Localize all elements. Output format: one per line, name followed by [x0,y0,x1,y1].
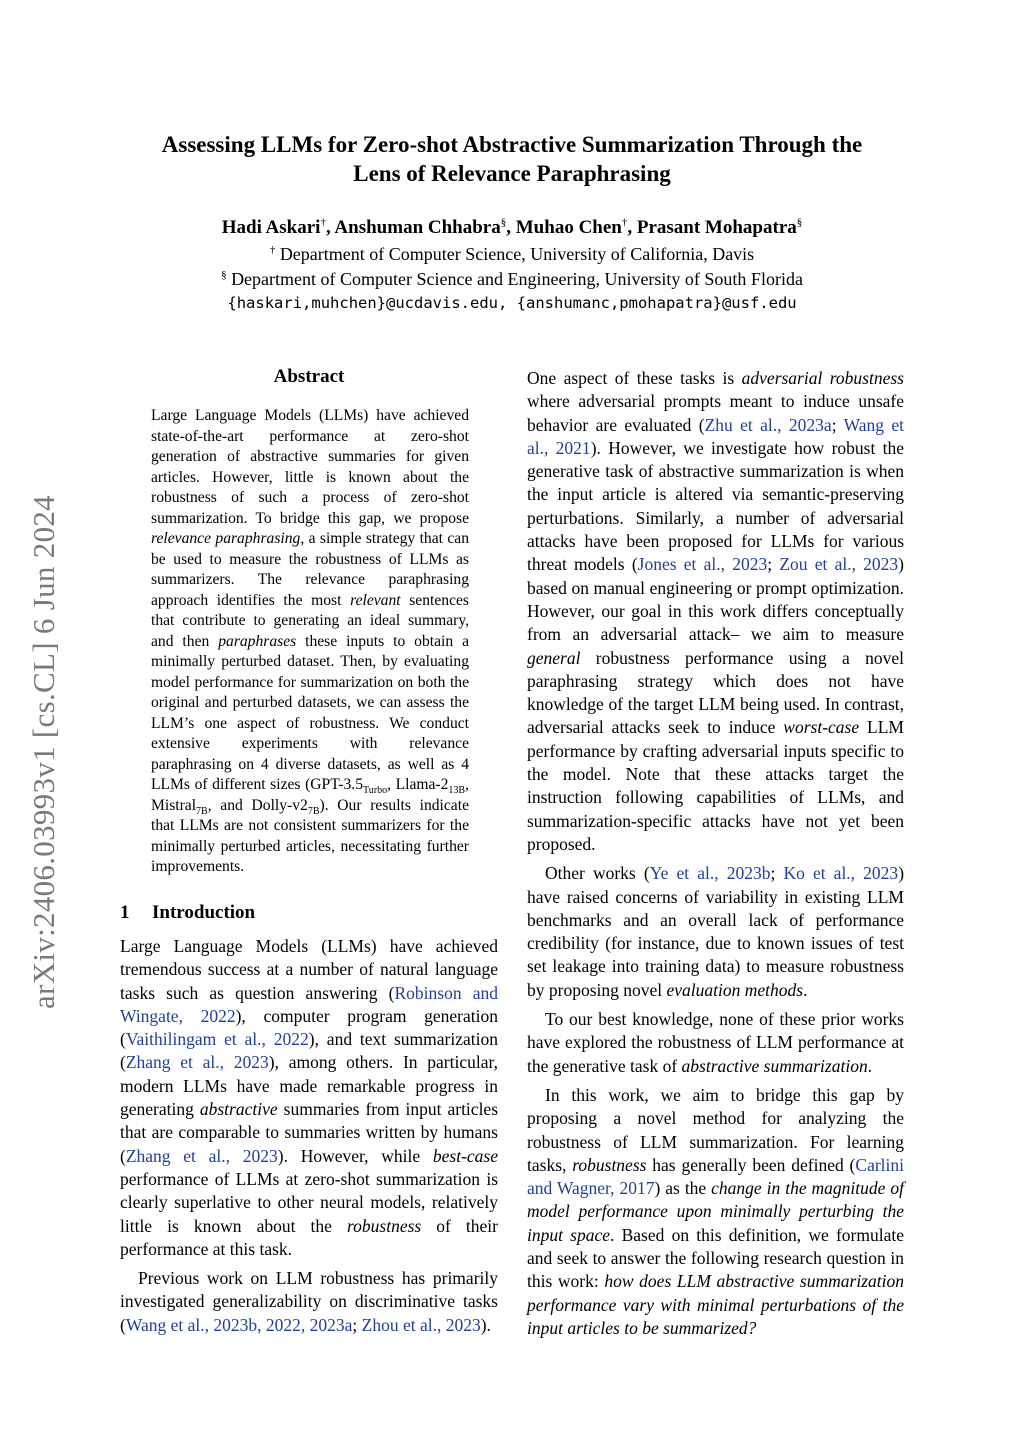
left-column [120,935,498,1337]
author-mark: § [796,216,803,229]
intro-paragraph-3: Other works (Ye et al., 2023b; Ko et al., 2023) have raised concerns of variability in existing LLM benchmarks and an overall lack of performance credibility (for instance, due to known issues of test set leakage into training data) to measure robustness by proposing novel evaluation methods. [527,863,905,1000]
citation-link[interactable]: Zou et al., 2023 [779,554,899,575]
paper-title [0,130,1024,188]
author-list: Hadi Askari†, Anshuman Chhabra§, Muhao Chen†, Prasant Mohapatra§ [221,216,803,238]
citation-link[interactable]: Wang et al., 2021 [527,414,904,458]
intro-paragraph-2: Previous work on LLM robustness has primarily investigated generalizability on discriminative tasks (Wang et al., 2023b, 2022, 2023a; Zhou et al., 2023). [120,1268,498,1335]
citation-link[interactable]: Robinson and Wingate, 2022 [120,982,498,1026]
affiliation-1 [0,242,1024,266]
right-column [527,367,904,1340]
citation-link[interactable]: Zhang et al., 2023 [125,1052,269,1073]
affiliation-mark: § [221,269,227,281]
citation-link[interactable]: Ko et al., 2023 [783,863,899,884]
intro-paragraph-5: In this work, we aim to bridge this gap by proposing a novel method for analyzing the robustness of LLM summarization. For learning tasks, robustness has generally been defined (Carlini and Wagner, 2017) as the change in the magnitude of model performance upon minimally perturbing the input space. Based on this definition, we formulate and seek to answer the following research question in this work: how does LLM abstractive summarization performance vary with minimal perturbations of the input articles to be summarized? [527,1084,904,1338]
section-title: Introduction [152,902,256,923]
citation-link[interactable]: Zhang et al., 2023 [125,1145,278,1166]
affiliation-mark: † [269,244,276,256]
author-name: Prasant Mohapatra [636,217,797,238]
citation-link[interactable]: Zhu et al., 2023a [704,414,832,435]
affiliation-text: Department of Computer Science, University of California, Davis [279,244,755,264]
arxiv-stamp [14,462,74,1042]
citation-link[interactable]: Wang et al., 2023b, 2022, 2023a [125,1314,353,1335]
affiliation-text: Department of Computer Science and Engineering, University of South Florida [231,269,803,289]
citation-link[interactable]: Vaithilingam et al., 2022 [125,1029,309,1050]
intro-paragraph-4: To our best knowledge, none of these prior works have explored the robustness of LLM performance at the generative task of abstractive summarization. [527,1009,904,1076]
title-line-2: Lens of Relevance Paraphrasing [353,161,671,186]
author-name: Anshuman Chhabra [334,217,501,238]
intro-paragraph-1: Large Language Models (LLMs) have achieved tremendous success at a number of natural language tasks such as question answering (Robinson and Wingate, 2022), computer program generation (Vaithilingam et al., 2022), and text summarization (Zhang et al., 2023), among others. In particular, modern LLMs have made remarkable progress in generating abstractive summaries from input articles that are comparable to summaries written by humans (Zhang et al., 2023). However, while best-case performance of LLMs at zero-shot summarization is clearly superlative to other neural models, relatively little is known about the robustness of their performance at this task. [120,936,499,1259]
author-emails: {haskari,muhchen}@ucdavis.edu, {anshumanc,pmohapatra}@usf.edu [227,294,797,312]
citation-link[interactable]: Carlini and Wagner, 2017 [527,1154,904,1199]
citation-link[interactable]: Ye et al., 2023b [649,863,771,884]
citation-link[interactable]: Zhou et al., 2023 [361,1314,481,1335]
author-name: Muhao Chen [515,217,622,238]
author-mark: † [320,216,326,229]
author-mark: § [500,216,507,229]
abstract-body: Large Language Models (LLMs) have achieved state-of-the-art performance at zero-shot generation of abstractive summaries for given articles. However, little is known about the robustness of such a process of zero-shot summarization. To bridge this gap, we propose relevance paraphrasing, a simple strategy that can be used to measure the robustness of LLMs as summarizers. The relevance paraphrasing approach identifies the most relevant sentences that contribute to generating an ideal summary, and then paraphrases these inputs to obtain a minimally perturbed dataset. Then, by evaluating model performance for summarization on both the original and perturbed datasets, we can assess the LLM’s one aspect of robustness. We conduct extensive experiments with relevance paraphrasing on 4 diverse datasets, as well as 4 LLMs of different sizes ($GPT-3.5_{Turbo}$, Llama-$2_{13B}$, Mistral$_{7B}$, and Dolly-$v2_{7B}$). Our results indicate that LLMs are not consistent summarizers for the minimally perturbed articles, necessitating further improvements. [151,407,469,875]
citation-link[interactable]: Jones et al., 2023 [637,554,768,575]
author-mark: † [621,216,628,229]
section-heading-introduction [120,902,255,924]
author-name: Hadi Askari [221,217,321,238]
section-number: 1 [120,902,130,923]
arxiv-id: arXiv:2406.03993v1 [cs.CL] 6 Jun 2024 [26,495,61,1009]
abstract-heading: Abstract [273,366,345,387]
affiliation-2 [0,267,1024,291]
intro-paragraph-2-continued: One aspect of these tasks is adversarial robustness where adversarial prompts meant to induce unsafe behavior are evaluated (Zhu et al., 2023a; Wang et al., 2021). However, we investigate how robust the generative task of abstractive summarization is when the input article is altered via semantic-preserving perturbations. Similarly, a number of adversarial attacks have been proposed for LLMs for various threat models (Jones et al., 2023; Zou et al., 2023) based on manual engineering or prompt optimization. However, our goal in this work differs conceptually from an adversarial attack– we aim to measure general robustness performance using a novel paraphrasing strategy which does not have knowledge of the target LLM being used. In contrast, adversarial attacks seek to induce worst-case LLM performance by crafting adversarial inputs specific to the model. Note that these attacks target the instruction following capabilities of LLMs, and summarization-specific attacks have not yet been proposed. [527,368,904,854]
title-line-1: Assessing LLMs for Zero-shot Abstractive Summarization Through the [161,132,863,157]
